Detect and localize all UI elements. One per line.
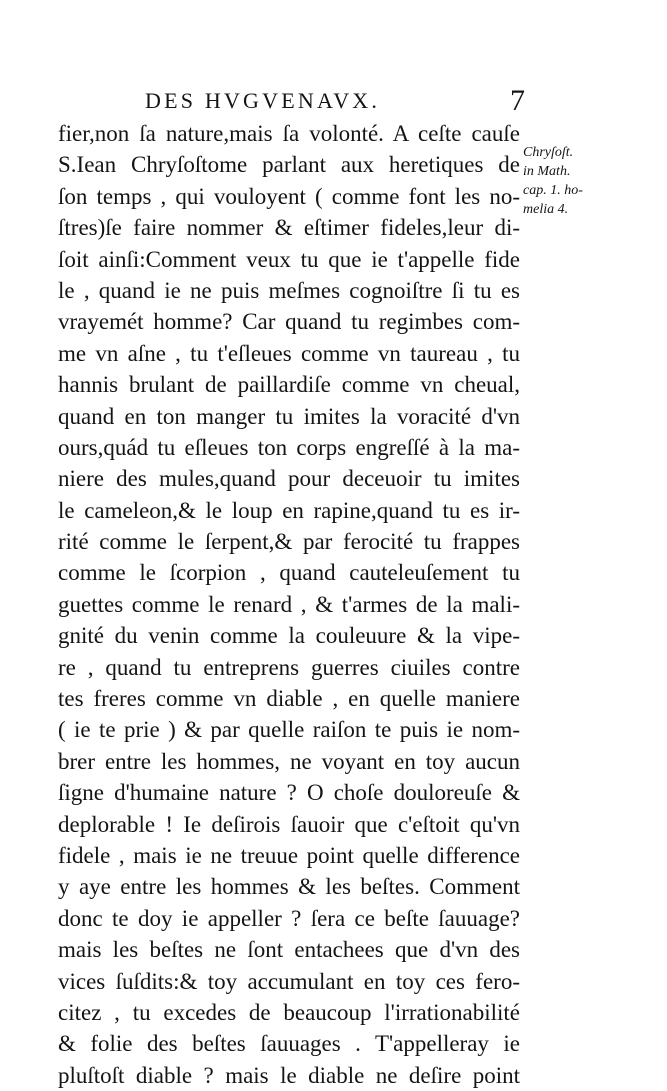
text-line: rité comme le ſerpent,& par ferocité tu frappes [58,529,520,555]
text-line: ſtres)ſe faire nommer & eſtimer fideles,leur di- [58,215,520,241]
running-title: DES HVGVENAVX. [145,88,381,113]
text-line: brer entre les hommes, ne voyant en toy aucun [58,748,520,774]
text-line: me vn aſne , tu t'eſleues comme vn taureau , tu [58,340,520,366]
text-line: gnité du venin comme la couleuure & la vipe- [58,623,520,649]
text-line: & folie des beſtes ſauuages . T'appelleray ie [58,1031,520,1057]
text-line: quand en ton manger tu imites la voracité d'vn [58,403,520,429]
text-line: ſigne d'humaine nature ? O choſe douloreuſe & [58,780,520,806]
text-line: guettes comme le renard , & t'armes de la mali- [58,591,520,617]
marginal-note [523,143,603,219]
body-text [58,118,520,1091]
text-line: niere des mules,quand pour deceuoir tu imites [58,466,520,492]
text-line: deplorable ! Ie deſirois ſauoir que c'eſtoit qu'vn [58,811,520,837]
text-line: re , quand tu entreprens guerres ciuiles contre [58,654,520,680]
text-line: citez , tu excedes de beaucoup l'irrationabilité [58,999,520,1025]
text-line: tes freres comme vn diable , en quelle maniere [58,686,520,712]
marginal-note-line: Chryſoſt. [523,145,574,160]
marginal-note-line: cap. 1. ho- [523,183,583,198]
text-line: comme le ſcorpion , quand cauteleuſement tu [58,560,520,586]
text-line: ſoit ainſi:Comment veux tu que ie t'appelle fide [58,246,520,272]
text-line: y aye entre les hommes & les beſtes. Comment [58,874,520,900]
page-number: 7 [510,84,525,117]
text-line: fier,non ſa nature,mais ſa volonté. A ceſte cauſe [58,121,520,146]
text-line: hannis brulant de paillardiſe comme vn cheual, [58,372,520,398]
text-line: donc te doy ie appeller ? ſera ce beſte ſauuage? [58,905,520,931]
text-line: vices ſuſdits:& toy accumulant en toy ces fero- [58,968,520,994]
text-line: vrayemét homme? Car quand tu regimbes com- [58,309,520,335]
text-line: mais les beſtes ne ſont entachees que d'vn des [58,937,520,963]
running-head [145,86,525,116]
text-line: S.Iean Chryſoſtome parlant aux heretiques de [58,152,520,178]
marginal-note-line: in Math. [523,164,571,179]
text-line: fidele , mais ie ne treuue point quelle difference [58,842,520,868]
text-line: ( ie te prie ) & par quelle raiſon te puis ie nom- [58,717,520,743]
text-line: ours,quád tu eſleues ton corps engreſſé à la ma- [58,434,520,460]
text-line: le cameleon,& le loup en rapine,quand tu es ir- [58,497,520,523]
text-line: le , quand ie ne puis meſmes cognoiſtre ſi tu es [58,277,520,303]
text-line: pluſtoſt diable ? mais le diable ne deſire point [58,1062,520,1088]
marginal-note-line: melia 4. [523,202,569,217]
text-line: ſon temps , qui vouloyent ( comme font les no- [58,183,520,209]
